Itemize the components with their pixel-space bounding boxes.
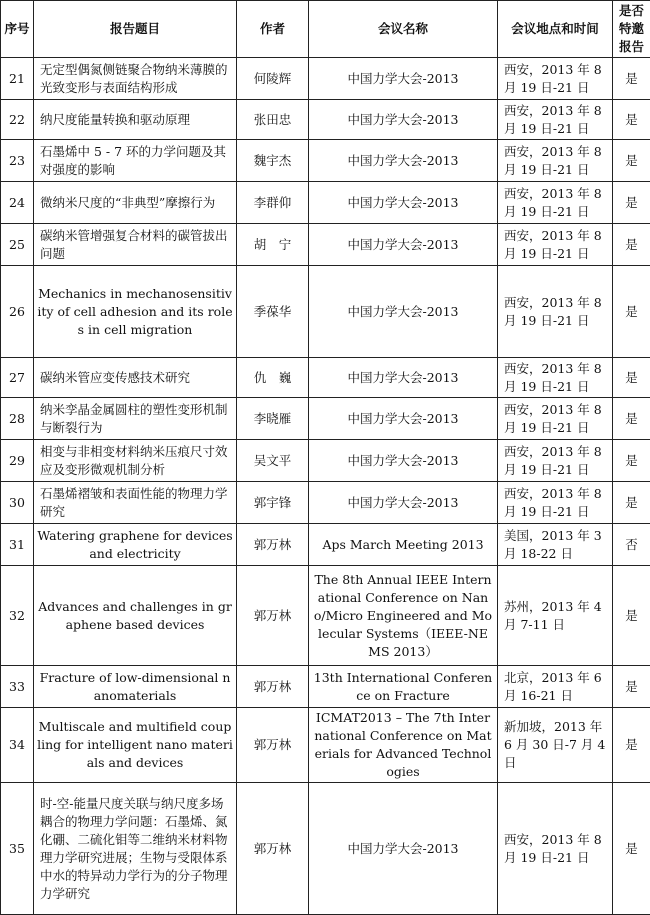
cell-author: 张田忠: [237, 100, 309, 140]
cell-author: 吴文平: [237, 440, 309, 482]
cell-author: 仇 巍: [237, 358, 309, 398]
cell-conference: 中国力学大会-2013: [309, 182, 498, 224]
cell-invited: 是: [613, 358, 650, 398]
cell-title: Multiscale and multifield coupling for intelligent nano materials and devices: [34, 708, 237, 783]
table-row: [1, 140, 650, 182]
cell-place-time: 西安，2013 年 8 月 19 日-21 日: [498, 224, 613, 266]
cell-no: 29: [1, 440, 34, 482]
cell-invited: 是: [613, 182, 650, 224]
cell-invited: 是: [613, 566, 650, 666]
cell-no: 35: [1, 783, 34, 915]
table-row: [1, 398, 650, 440]
cell-place-time: 美国，2013 年 3 月 18-22 日: [498, 524, 613, 566]
cell-author: 郭宇锋: [237, 482, 309, 524]
cell-invited: 是: [613, 398, 650, 440]
cell-title: 石墨烯中 5 - 7 环的力学问题及其对强度的影响: [34, 140, 237, 182]
cell-conference: 中国力学大会-2013: [309, 140, 498, 182]
table-row: [1, 182, 650, 224]
cell-place-time: 西安，2013 年 8 月 19 日-21 日: [498, 358, 613, 398]
header-invited: 是否特邀报告: [613, 1, 650, 58]
table-row: [1, 224, 650, 266]
cell-title: Advances and challenges in graphene based devices: [34, 566, 237, 666]
cell-no: 22: [1, 100, 34, 140]
cell-place-time: 西安，2013 年 8 月 19 日-21 日: [498, 58, 613, 100]
cell-invited: 是: [613, 666, 650, 708]
cell-place-time: 苏州，2013 年 4 月 7-11 日: [498, 566, 613, 666]
cell-author: 魏宇杰: [237, 140, 309, 182]
cell-place-time: 西安，2013 年 8 月 19 日-21 日: [498, 482, 613, 524]
cell-conference: 中国力学大会-2013: [309, 440, 498, 482]
cell-place-time: 西安，2013 年 8 月 19 日-21 日: [498, 182, 613, 224]
table-row: [1, 666, 650, 708]
cell-invited: 是: [613, 482, 650, 524]
cell-no: 33: [1, 666, 34, 708]
header-place-time: 会议地点和时间: [498, 1, 613, 58]
cell-no: 34: [1, 708, 34, 783]
cell-title: 无定型偶氮侧链聚合物纳米薄膜的光致变形与表面结构形成: [34, 58, 237, 100]
cell-no: 24: [1, 182, 34, 224]
cell-place-time: 西安，2013 年 8 月 19 日-21 日: [498, 440, 613, 482]
table-row: [1, 482, 650, 524]
cell-title: Fracture of low-dimensional nanomaterials: [34, 666, 237, 708]
cell-no: 26: [1, 266, 34, 358]
header-no: 序号: [1, 1, 34, 58]
cell-title: Watering graphene for devices and electricity: [34, 524, 237, 566]
cell-author: 郭万林: [237, 566, 309, 666]
cell-title: 纳米孪晶金属圆柱的塑性变形机制与断裂行为: [34, 398, 237, 440]
cell-no: 25: [1, 224, 34, 266]
cell-title: 微纳米尺度的“非典型”摩擦行为: [34, 182, 237, 224]
cell-author: 郭万林: [237, 524, 309, 566]
cell-author: 何陵辉: [237, 58, 309, 100]
cell-no: 31: [1, 524, 34, 566]
cell-author: 郭万林: [237, 666, 309, 708]
cell-place-time: 西安，2013 年 8 月 19 日-21 日: [498, 783, 613, 915]
cell-place-time: 西安，2013 年 8 月 19 日-21 日: [498, 140, 613, 182]
cell-author: 郭万林: [237, 783, 309, 915]
cell-author: 郭万林: [237, 708, 309, 783]
cell-place-time: 北京，2013 年 6 月 16-21 日: [498, 666, 613, 708]
cell-author: 季葆华: [237, 266, 309, 358]
cell-title: Mechanics in mechanosensitivity of cell adhesion and its roles in cell migration: [34, 266, 237, 358]
cell-invited: 否: [613, 524, 650, 566]
cell-title: 相变与非相变材料纳米压痕尺寸效应及变形微观机制分析: [34, 440, 237, 482]
cell-invited: 是: [613, 440, 650, 482]
cell-title: 纳尺度能量转换和驱动原理: [34, 100, 237, 140]
cell-place-time: 西安，2013 年 8 月 19 日-21 日: [498, 100, 613, 140]
cell-conference: ICMAT2013 – The 7th International Conference on Materials for Advanced Technologies: [309, 708, 498, 783]
cell-invited: 是: [613, 708, 650, 783]
cell-no: 30: [1, 482, 34, 524]
table-row: [1, 100, 650, 140]
cell-place-time: 西安，2013 年 8 月 19 日-21 日: [498, 266, 613, 358]
cell-no: 23: [1, 140, 34, 182]
header-conference: 会议名称: [309, 1, 498, 58]
header-title: 报告题目: [34, 1, 237, 58]
cell-conference: 中国力学大会-2013: [309, 398, 498, 440]
cell-conference: 中国力学大会-2013: [309, 58, 498, 100]
cell-conference: 中国力学大会-2013: [309, 266, 498, 358]
cell-invited: 是: [613, 224, 650, 266]
table-row: [1, 566, 650, 666]
cell-author: 胡 宁: [237, 224, 309, 266]
cell-conference: Aps March Meeting 2013: [309, 524, 498, 566]
cell-invited: 是: [613, 100, 650, 140]
table-header: [1, 1, 650, 58]
cell-invited: 是: [613, 266, 650, 358]
cell-invited: 是: [613, 140, 650, 182]
cell-no: 28: [1, 398, 34, 440]
table-row: [1, 783, 650, 915]
cell-title: 时-空-能量尺度关联与纳尺度多场耦合的物理力学问题：石墨烯、氮化硼、二硫化钼等二维纳米材料物理力学研究进展；生物与受限体系中水的特异动力学行为的分子物理力学研究: [34, 783, 237, 915]
cell-conference: 中国力学大会-2013: [309, 358, 498, 398]
cell-no: 21: [1, 58, 34, 100]
cell-author: 李晓雁: [237, 398, 309, 440]
cell-conference: 13th International Conference on Fracture: [309, 666, 498, 708]
table-row: [1, 440, 650, 482]
cell-invited: 是: [613, 58, 650, 100]
cell-no: 27: [1, 358, 34, 398]
cell-title: 碳纳米管应变传感技术研究: [34, 358, 237, 398]
cell-conference: 中国力学大会-2013: [309, 482, 498, 524]
cell-conference: The 8th Annual IEEE International Conference on Nano/Micro Engineered and Molecular Systems（IEEE-NEMS 2013）: [309, 566, 498, 666]
cell-author: 李群仰: [237, 182, 309, 224]
cell-conference: 中国力学大会-2013: [309, 224, 498, 266]
table-row: [1, 58, 650, 100]
cell-place-time: 新加坡，2013 年 6 月 30 日-7 月 4 日: [498, 708, 613, 783]
table-row: [1, 266, 650, 358]
table-row: [1, 358, 650, 398]
cell-no: 32: [1, 566, 34, 666]
header-author: 作者: [237, 1, 309, 58]
cell-title: 碳纳米管增强复合材料的碳管拔出问题: [34, 224, 237, 266]
cell-title: 石墨烯褶皱和表面性能的物理力学研究: [34, 482, 237, 524]
table-row: [1, 524, 650, 566]
cell-conference: 中国力学大会-2013: [309, 783, 498, 915]
cell-place-time: 西安，2013 年 8 月 19 日-21 日: [498, 398, 613, 440]
cell-invited: 是: [613, 783, 650, 915]
cell-conference: 中国力学大会-2013: [309, 100, 498, 140]
table-row: [1, 708, 650, 783]
table-body: [1, 58, 650, 915]
